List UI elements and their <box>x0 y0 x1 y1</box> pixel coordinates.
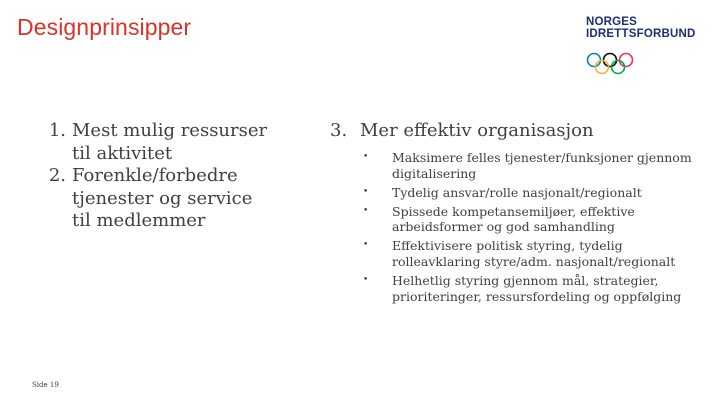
bullet-item <box>330 150 700 181</box>
bullet-marker: • <box>363 152 369 162</box>
bullet-text: Spissede kompetansemiljøer, effektive arbeidsformer og god samhandling <box>392 203 635 235</box>
list-item <box>36 165 276 233</box>
list-item <box>36 120 276 165</box>
item-number: 1. <box>48 120 66 141</box>
bullet-marker: • <box>363 240 369 251</box>
heading-text: Mer effektiv organisasjon <box>360 120 594 141</box>
right-list-block <box>330 120 700 308</box>
ring-black <box>604 54 617 67</box>
bullet-item <box>330 204 700 235</box>
bullet-item <box>330 238 700 269</box>
item-number: 2. <box>48 165 66 186</box>
olympic-rings-icon <box>585 52 635 76</box>
bullet-marker: • <box>363 186 369 197</box>
ring-yellow <box>596 61 609 74</box>
bullet-marker: • <box>363 275 369 286</box>
bullet-text: Effektivisere politisk styring, tydelig rolleavklaring styre/adm. nasjonalt/regionalt <box>392 238 676 270</box>
logo-text-line2: IDRETTSFORBUND <box>586 28 696 40</box>
item-text: Forenkle/forbedre tjenester og service til medlemmer <box>72 165 253 231</box>
bullet-list <box>330 150 700 304</box>
page-number: Side 19 <box>32 381 59 389</box>
ring-green <box>612 61 625 74</box>
bullet-text: Tydelig ansvar/rolle nasjonalt/regionalt <box>392 184 642 200</box>
bullet-marker: • <box>363 205 369 216</box>
right-heading <box>330 120 700 142</box>
bullet-text: Maksimere felles tjenester/funksjoner gjennom digitalisering <box>392 150 692 181</box>
slide-title: Designprinsipper <box>17 14 192 40</box>
bullet-item <box>330 185 700 201</box>
ring-red <box>620 54 633 67</box>
nif-logo <box>585 16 705 78</box>
heading-number: 3. <box>330 120 348 141</box>
bullet-item <box>330 273 700 304</box>
bullet-text: Helhetlig styring gjennom mål, strategier, prioriteringer, ressursfordeling og oppfølging <box>392 273 682 304</box>
left-numbered-list <box>36 120 276 233</box>
ring-blue <box>588 54 601 67</box>
logo-text-line1: NORGES <box>586 16 638 28</box>
item-text: Mest mulig ressurser til aktivitet <box>72 120 268 164</box>
